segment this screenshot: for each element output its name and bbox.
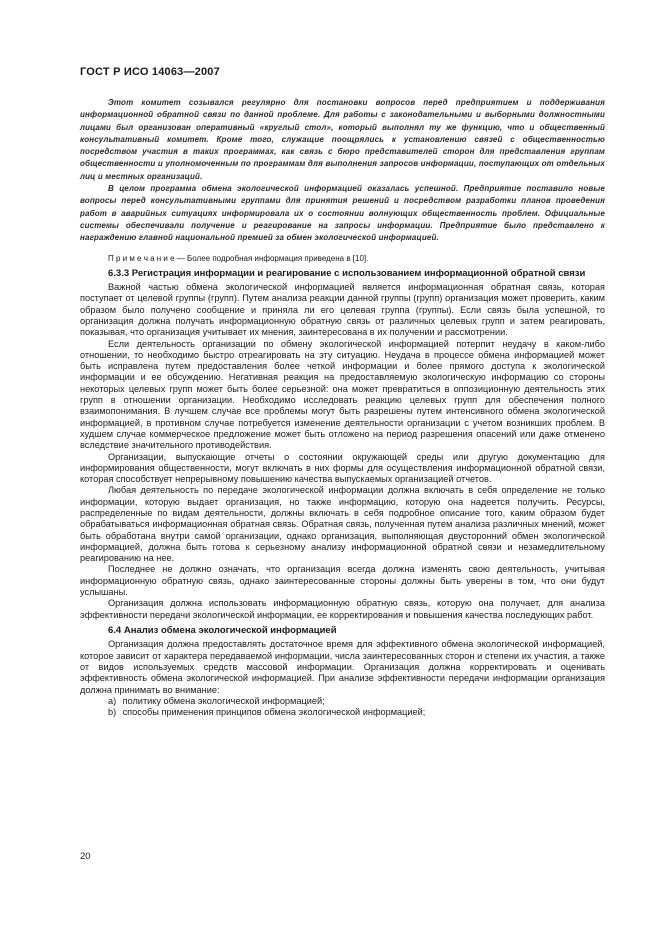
section-body-6-3-3 [80, 282, 605, 621]
list-marker: а) [108, 695, 117, 706]
document-header: ГОСТ Р ИСО 14063—2007 [80, 66, 220, 78]
list-item-text: способы применения принципов обмена экологической информацией; [122, 707, 426, 718]
note-label: П р и м е ч а н и е [108, 253, 175, 263]
body-paragraph: Организация должна использовать информационную обратную связь, которую она получает, для анализа эффективности передачи экологической информации, ее корректирования и повышения качества последующих работ. [80, 598, 605, 620]
body-paragraph: Любая деятельность по передаче экологической информации должна включать в себя определение не только информации, которую выдает организация, но также информацию, которую она надеется получить. Ресурсы, распределенные по видам деятельности, должны включать в себя подробное описание того, каким образом будет обрабатываться информационная обратная связь. Обратная связь, полученная путем анализа различных мнений, может быть обработана внутри самой организации, однако организация, выполняющая двусторонний обмен экологической информацией, должна быть готова к серьезному анализу информационной обратной связи и незамедлительному реагированию на нее. [80, 485, 605, 564]
example-paragraph: Этот комитет созывался регулярно для постановки вопросов перед предприятием и поддерживания информационной обратной связи по данной проблеме. Для работы с законодательными и выборными должностными лицами был организован оперативный «круглый стол», который выполнял ту же функцию, что и общественный консультативный комитет. Кроме того, служащие поощрялись к установлению связей с общественностью посредством участия в таких программах, как связь с бюро представителей сторон для представления группам общественности и уполномоченным по программам для выполнения запросов информации, поступающих от отдельных лиц и местных организаций. [80, 98, 605, 181]
list-item [80, 707, 605, 718]
list-item [80, 696, 605, 707]
section-heading-6-4: 6.4 Анализ обмена экологической информацией [108, 624, 337, 636]
criteria-list [80, 696, 605, 719]
page-number: 20 [80, 851, 91, 862]
body-paragraph: Важной частью обмена экологической информацией является информационная обратная связь, которая поступает от целевой группы (групп). Путем анализа реакции данной группы (групп) организация может проверить, каким образом было получено сообщение и приняла ли его целевая группа (группы). Если связь была успешной, то организация должна получать информационную обратную связь от различных целевых групп и затем реагировать, показывая, что организация учитывает их мнения, заинтересована в их получении и рассмотрении. [80, 282, 605, 338]
example-box [80, 97, 605, 245]
page-content [80, 97, 605, 719]
body-paragraph: Организации, выпускающие отчеты о состоянии окружающей среды или другую документацию для информирования общественности, могут включать в них формы для осуществления информационной обратной связи, которая способствует непрерывному повышению качества выпускаемых организацией отчетов. [80, 451, 605, 485]
body-paragraph: Последнее не должно означать, что организация всегда должна изменять свою деятельность, учитывая информационную обратную связь, однако заинтересованные стороны должны быть уверены в том, что они будут услышаны. [80, 564, 605, 598]
body-paragraph: Организация должна предоставлять достаточное время для эффективного обмена экологической информацией, которое зависит от характера передаваемой информации, числа заинтересованных сторон и степени их участия, а также от видов используемых средств массовой информации. Организация должна корректировать и оценивать эффективность обмена экологической информацией. При анализе эффективности передачи информации организация должна принимать во внимание: [80, 639, 605, 695]
list-item-text: политику обмена экологической информацией; [122, 695, 325, 706]
note [80, 253, 605, 264]
list-marker: b) [108, 707, 117, 718]
section-heading-6-3-3: 6.3.3 Регистрация информации и реагирование с использованием информационной обратной связи [108, 267, 586, 279]
note-text: — Более подробная информация приведена в [10]. [174, 253, 369, 263]
body-paragraph: Если деятельность организации по обмену экологической информацией потерпит неудачу в каком-либо отношении, то необходимо быстро отреагировать на эту ситуацию. Неудача в процессе обмена информацией может быть исправлена путем предоставления более четкой информации и более прямого доступа к экологической информации и ее обсуждению. Негативная реакция на предоставляемую экологическую информацию со стороны некоторых целевых групп может быть более серьезной: она может превратиться в оппозиционную деятельность этих групп в отношении организации. Необходимо исследовать реакцию целевых групп для обеспечения полного взаимопонимания. В лучшем случае все проблемы могут быть разрешены путем интенсивного обмена экологической информацией, в противном случае потребуется изменение деятельности организации с учетом возникших проблем. В худшем случае коммерческое предложение может быть отложено на период разрешения опасений или даже отменено вследствие значительного противодействия. [80, 338, 605, 451]
section-body-6-4 [80, 639, 605, 695]
example-paragraph: В целом программа обмена экологической информацией оказалась успешной. Предприятие поставило новые вопросы перед консультативными группами для принятия решений и посредством разработки планов проведения работ в аварийных ситуациях информировала их о состоянии волнующих общественность проблем. Официальные системы обеспечивали получение и реагирование на запросы информации. Предприятие было представлено к награждению главной национальной премией за обмен экологической информацией. [80, 184, 605, 243]
